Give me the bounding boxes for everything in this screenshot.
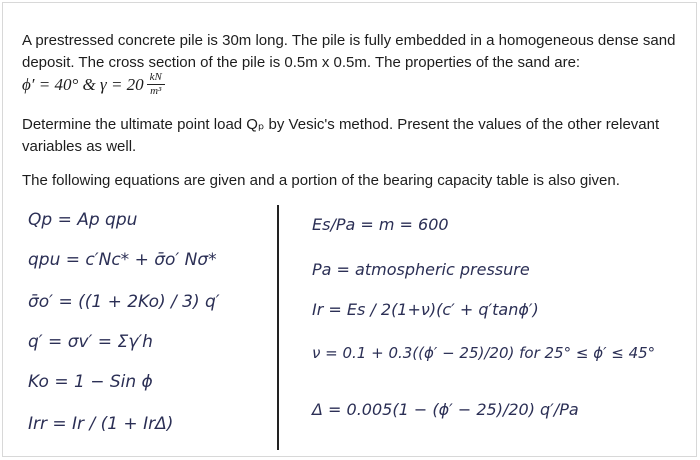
eq-sigma-o: σ̄o′ = ((1 + 2Ko) / 3) q′	[28, 292, 220, 312]
eq-q-prime: q′ = σv′ = Σγ′h	[28, 332, 153, 352]
eq-delta: Δ = 0.005(1 − (ϕ′ − 25)/20) q′/Pa	[312, 400, 579, 419]
eq-es-pa: Es/Pa = m = 600	[312, 215, 449, 234]
problem-paragraph-2: Determine the ultimate point load Qₚ by Vesic's method. Present the values of the other relevant variables as well.	[22, 116, 660, 155]
eq-qpu: qpu = c′Nc* + σ̄o′ Nσ*	[28, 250, 217, 270]
eq-pa: Pa = atmospheric pressure	[312, 260, 530, 279]
sand-properties-text: ϕ′ = 40° & γ = 20	[22, 74, 144, 94]
eq-irr: Irr = Ir / (1 + IrΔ)	[28, 414, 174, 434]
eq-ko: Ko = 1 − Sin ϕ	[28, 372, 153, 392]
unit-fraction	[147, 72, 165, 97]
eq-ir: Ir = Es / 2(1+ν)(c′ + q′tanϕ′)	[312, 300, 539, 319]
eq-nu: ν = 0.1 + 0.3((ϕ′ − 25)/20) for 25° ≤ ϕ′ ≤ 45°	[312, 344, 656, 362]
sand-properties	[22, 72, 165, 97]
eq-qp: Qp = Ap qpu	[28, 210, 138, 230]
unit-denominator: m³	[150, 85, 162, 97]
problem-paragraph-3: The following equations are given and a portion of the bearing capacity table is also given.	[22, 172, 620, 189]
unit-numerator: kN	[149, 71, 162, 83]
column-divider	[277, 205, 279, 450]
problem-paragraph-1: A prestressed concrete pile is 30m long. The pile is fully embedded in a homogeneous dense sand deposit. The cross section of the pile is 0.5m x 0.5m. The properties of the sand are:	[22, 32, 676, 71]
